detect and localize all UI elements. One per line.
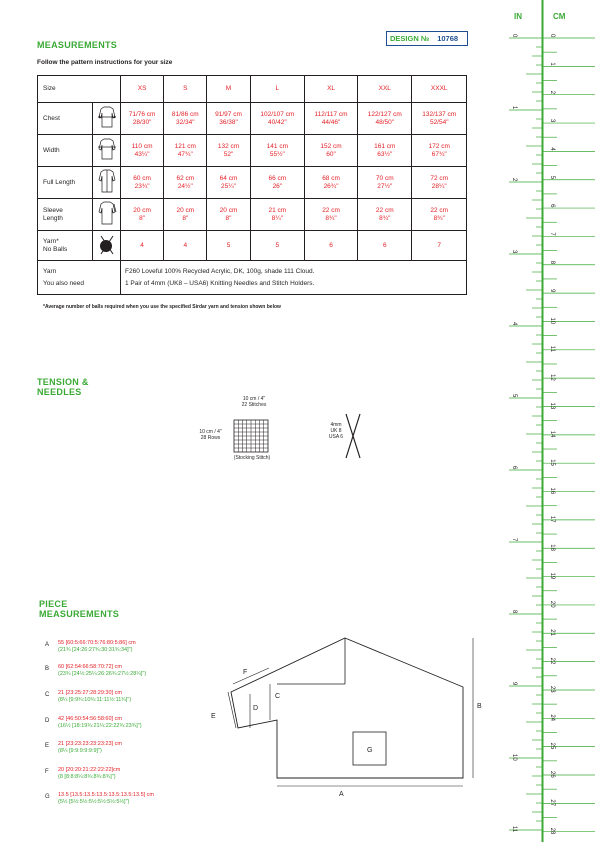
cm-number: 13 <box>549 402 555 410</box>
piece-cm: 55 [60:5:66:70:5:76:80:5:86] cm <box>58 640 136 646</box>
tension-stitches: 10 cm / 4" 22 Stitches <box>241 396 267 408</box>
cell-cm: 68 cm <box>322 174 340 182</box>
diagram-label-b: B <box>477 703 482 710</box>
cell-in: 8¾" <box>433 214 445 222</box>
cell-cm: 22 cm <box>322 206 340 214</box>
ruler-cm-label: CM <box>553 12 566 21</box>
cm-number: 16 <box>549 487 555 495</box>
cm-number: 11 <box>549 345 555 353</box>
cell-in: 32/34" <box>176 118 195 126</box>
inch-number: 1 <box>511 106 517 110</box>
piece-letter: B <box>45 666 50 672</box>
cell-cm: 122/127 cm <box>367 110 402 118</box>
diagram-label-g: G <box>367 747 373 754</box>
cm-number: 5 <box>549 175 555 180</box>
cell-cm: 112/117 cm <box>314 110 348 118</box>
piece-letter: F <box>45 769 49 775</box>
cell-cm: 72 cm <box>430 174 449 182</box>
cell-cm: 132/137 cm <box>422 110 457 118</box>
inch-number: 11 <box>511 826 517 833</box>
inch-number: 2 <box>511 178 517 182</box>
balls-cell: 5 <box>250 231 304 261</box>
size-col: M <box>207 76 250 103</box>
tension-heading: TENSION & NEEDLES <box>37 377 89 397</box>
yarn-ball-icon <box>93 231 121 261</box>
cell-in: 8" <box>225 214 232 222</box>
cell-in: 8¾" <box>379 214 391 222</box>
ruler-inch-label: IN <box>514 12 522 21</box>
cm-number: 24 <box>549 714 555 722</box>
cell-in: 23¾" <box>134 182 150 190</box>
piece-letter: D <box>45 718 50 724</box>
needle-size: 4mm UK 8 USA 6 <box>328 422 344 440</box>
cell-in: 44/46" <box>321 118 341 126</box>
piece-cm: 20 [20:20:21:22:22:22]cm <box>58 767 121 773</box>
width-icon <box>93 135 121 167</box>
row-label: Yarn* No Balls <box>38 231 93 261</box>
measurements-heading: MEASUREMENTS <box>37 40 118 50</box>
inch-number: 9 <box>511 682 517 686</box>
piece-measurement-c <box>45 690 131 704</box>
piece-inches: (16½ [18:19¾:21¼:22:22¾:23¾]") <box>58 722 142 729</box>
cm-number: 17 <box>549 515 555 523</box>
inch-number: 3 <box>511 250 517 254</box>
balls-cell: 6 <box>305 231 358 261</box>
piece-inches: (8 [8:8:8¼:8¾:8¾:8¾]") <box>58 773 116 780</box>
cm-number: 9 <box>549 289 555 293</box>
cell-cm: 161 cm <box>374 142 396 150</box>
length-icon <box>93 167 121 199</box>
cm-number: 7 <box>549 232 555 236</box>
diagram-label-a: A <box>339 791 344 797</box>
diagram-label-f: F <box>243 669 248 676</box>
inch-number: 4 <box>511 322 517 326</box>
cell-cm: 121 cm <box>174 142 196 150</box>
size-header: Size <box>38 76 121 103</box>
table-row <box>38 135 467 167</box>
cell-cm: 22 cm <box>430 206 449 214</box>
cell-cm: 132 cm <box>217 142 240 150</box>
cm-number: 19 <box>549 572 555 580</box>
cm-number: 28 <box>549 827 555 835</box>
piece-letter: G <box>45 794 50 800</box>
cell-cm: 22 cm <box>375 206 394 214</box>
cell-cm: 20 cm <box>176 206 195 214</box>
cell-in: 26¾" <box>323 182 339 190</box>
garment-diagram <box>205 632 495 797</box>
cm-number: 22 <box>549 657 555 665</box>
cm-number: 20 <box>549 600 555 608</box>
cell-cm: 81/86 cm <box>171 110 199 118</box>
cm-number: 10 <box>549 317 555 325</box>
table-row <box>38 103 467 135</box>
row-label: Full Length <box>38 167 93 199</box>
cell-in: 40/42" <box>268 118 287 126</box>
cell-cm: 60 cm <box>133 174 151 182</box>
cell-cm: 21 cm <box>268 206 287 214</box>
size-col: XL <box>305 76 358 103</box>
cm-number: 18 <box>549 544 555 551</box>
cell-in: 47¾" <box>177 150 193 158</box>
piece-measurement-d <box>45 716 142 730</box>
piece-measurement-g <box>45 792 154 806</box>
cell-in: 8¾" <box>325 214 337 222</box>
cell-in: 48/50" <box>375 118 395 126</box>
piece-inches: (5½ [5½:5½:5½:5½:5½:5½]") <box>58 798 130 805</box>
piece-inches: (8¼ [9:9¾:10¾:11:11½:11¾]") <box>58 696 132 703</box>
cell-in: 28/30" <box>132 118 152 126</box>
cell-cm: 64 cm <box>219 174 238 182</box>
cell-cm: 172 cm <box>428 142 450 150</box>
cm-number: 23 <box>549 685 555 693</box>
inch-number: 7 <box>511 538 517 542</box>
cell-cm: 62 cm <box>176 174 195 182</box>
piece-letter: C <box>45 692 50 698</box>
inch-number: 6 <box>511 466 517 470</box>
balls-cell: 4 <box>121 231 164 261</box>
cell-cm: 102/107 cm <box>260 110 295 118</box>
cm-number: 4 <box>549 147 555 151</box>
cell-cm: 152 cm <box>320 142 342 150</box>
piece-cm: 13.5 [13.5:13.5:13.5:13.5:13.5:13.5] cm <box>58 792 155 798</box>
table-row <box>38 231 467 261</box>
piece-measurements-heading: PIECE MEASUREMENTS <box>39 599 120 619</box>
piece-cm: 60 [62:54:66:58:70:72] cm <box>58 664 122 670</box>
piece-cm: 21 [23:25:27:28:29:30] cm <box>58 690 122 696</box>
row-label: Yarn You also need <box>38 261 121 295</box>
inch-number: 5 <box>511 394 517 398</box>
garment-outline <box>231 638 463 778</box>
chest-icon <box>93 103 121 135</box>
cm-number: 8 <box>549 260 555 265</box>
tension-grid-icon <box>232 418 274 456</box>
cell-cm: 110 cm <box>131 142 153 150</box>
balls-footnote: *Average number of balls required when you use the specified Sirdar yarn and tension shown below <box>43 304 281 310</box>
row-label: Sleeve Length <box>38 199 93 231</box>
cell-in: 24½" <box>177 182 193 190</box>
cm-number: 21 <box>549 629 555 636</box>
size-col: S <box>164 76 207 103</box>
dim-f-line <box>233 668 269 684</box>
design-label: DESIGN № <box>390 34 430 43</box>
size-col: L <box>250 76 304 103</box>
sleeve-icon <box>93 199 121 231</box>
inch-number: 0 <box>511 34 517 38</box>
design-number: 10768 <box>437 34 459 43</box>
cell-cm: 70 cm <box>375 174 394 182</box>
inch-number: 10 <box>511 754 517 761</box>
size-col: XS <box>121 76 164 103</box>
cell-in: 60" <box>326 150 336 158</box>
size-col: XXL <box>358 76 412 103</box>
follow-instructions: Follow the pattern instructions for your size <box>37 59 173 66</box>
cell-in: 8" <box>182 214 189 222</box>
cell-in: 52/54" <box>429 118 449 126</box>
row-label: Width <box>38 135 93 167</box>
cm-number: 25 <box>549 742 555 750</box>
piece-letter: E <box>45 743 50 749</box>
cell-in: 8" <box>139 214 146 222</box>
cell-in: 28¼" <box>431 182 447 190</box>
inch-number: 8 <box>511 610 517 614</box>
piece-measurement-f <box>45 767 120 781</box>
cell-in: 36/38" <box>219 118 238 126</box>
table-row <box>38 261 467 295</box>
ruler <box>505 0 595 842</box>
cell-cm: 20 cm <box>219 206 238 214</box>
piece-inches: (8¼ [9:9:9:9:9:9]") <box>58 747 102 754</box>
cell-in: 43¼" <box>134 150 150 158</box>
cm-number: 3 <box>549 119 555 123</box>
balls-cell: 7 <box>412 231 467 261</box>
diagram-label-d: D <box>253 705 259 712</box>
balls-cell: 4 <box>164 231 207 261</box>
cm-number: 27 <box>549 799 555 807</box>
cell-in: 27½" <box>377 182 393 190</box>
cm-number: 2 <box>549 90 555 95</box>
cell-cm: 91/97 cm <box>215 110 242 118</box>
piece-measurement-b <box>45 664 146 678</box>
piece-measurement-a <box>45 640 136 654</box>
row-label: Chest <box>38 103 93 135</box>
cm-number: 0 <box>549 34 555 38</box>
piece-cm: 42 [46:50:54:56:58:60] cm <box>58 716 122 722</box>
diagram-label-e: E <box>211 713 216 720</box>
balls-cell: 6 <box>358 231 412 261</box>
cell-in: 67¾" <box>431 150 447 158</box>
cell-in: 25¼" <box>221 182 236 190</box>
cell-in: 26" <box>272 182 283 190</box>
piece-inches: (23¾ [24½:25¼:26:26¾:27½:28¼]") <box>58 670 147 677</box>
cm-number: 14 <box>549 430 555 438</box>
piece-cm: 21 [23:23:23:23:23:23] cm <box>58 741 122 747</box>
stocking-stitch: (Stocking Stitch) <box>233 455 271 461</box>
cell-cm: 20 cm <box>133 206 151 214</box>
design-number-box <box>386 31 468 46</box>
size-table <box>37 75 467 295</box>
cm-number: 26 <box>549 771 555 778</box>
cm-number: 12 <box>549 374 555 381</box>
cell-cm: 71/76 cm <box>128 110 156 118</box>
cm-number: 15 <box>549 459 555 466</box>
cm-number: 6 <box>549 204 555 208</box>
table-row <box>38 167 467 199</box>
cell-cm: 66 cm <box>268 174 287 182</box>
piece-letter: A <box>45 642 50 648</box>
piece-measurement-e <box>45 741 122 755</box>
cell-cm: 141 cm <box>266 142 288 150</box>
needles-icon <box>343 412 363 460</box>
cell-in: 8¼" <box>271 214 283 222</box>
cell-in: 52" <box>223 150 234 158</box>
yarn-description: F260 Loveful 100% Recycled Acrylic, DK, 100g, shade 111 Cloud. 1 Pair of 4mm (UK8 – USA6) Knitting Needles and Stitch Holders. <box>121 261 467 295</box>
cm-number: 1 <box>549 62 555 66</box>
cell-in: 63½" <box>377 150 393 158</box>
table-row <box>38 199 467 231</box>
size-col: XXXL <box>412 76 467 103</box>
cell-in: 55½" <box>269 150 285 158</box>
piece-inches: (21¾ [24:26:27¾:30:31¾:34]") <box>58 646 133 653</box>
diagram-label-c: C <box>275 693 281 700</box>
balls-cell: 5 <box>207 231 250 261</box>
tension-rows: 10 cm / 4" 28 Rows <box>199 429 222 441</box>
